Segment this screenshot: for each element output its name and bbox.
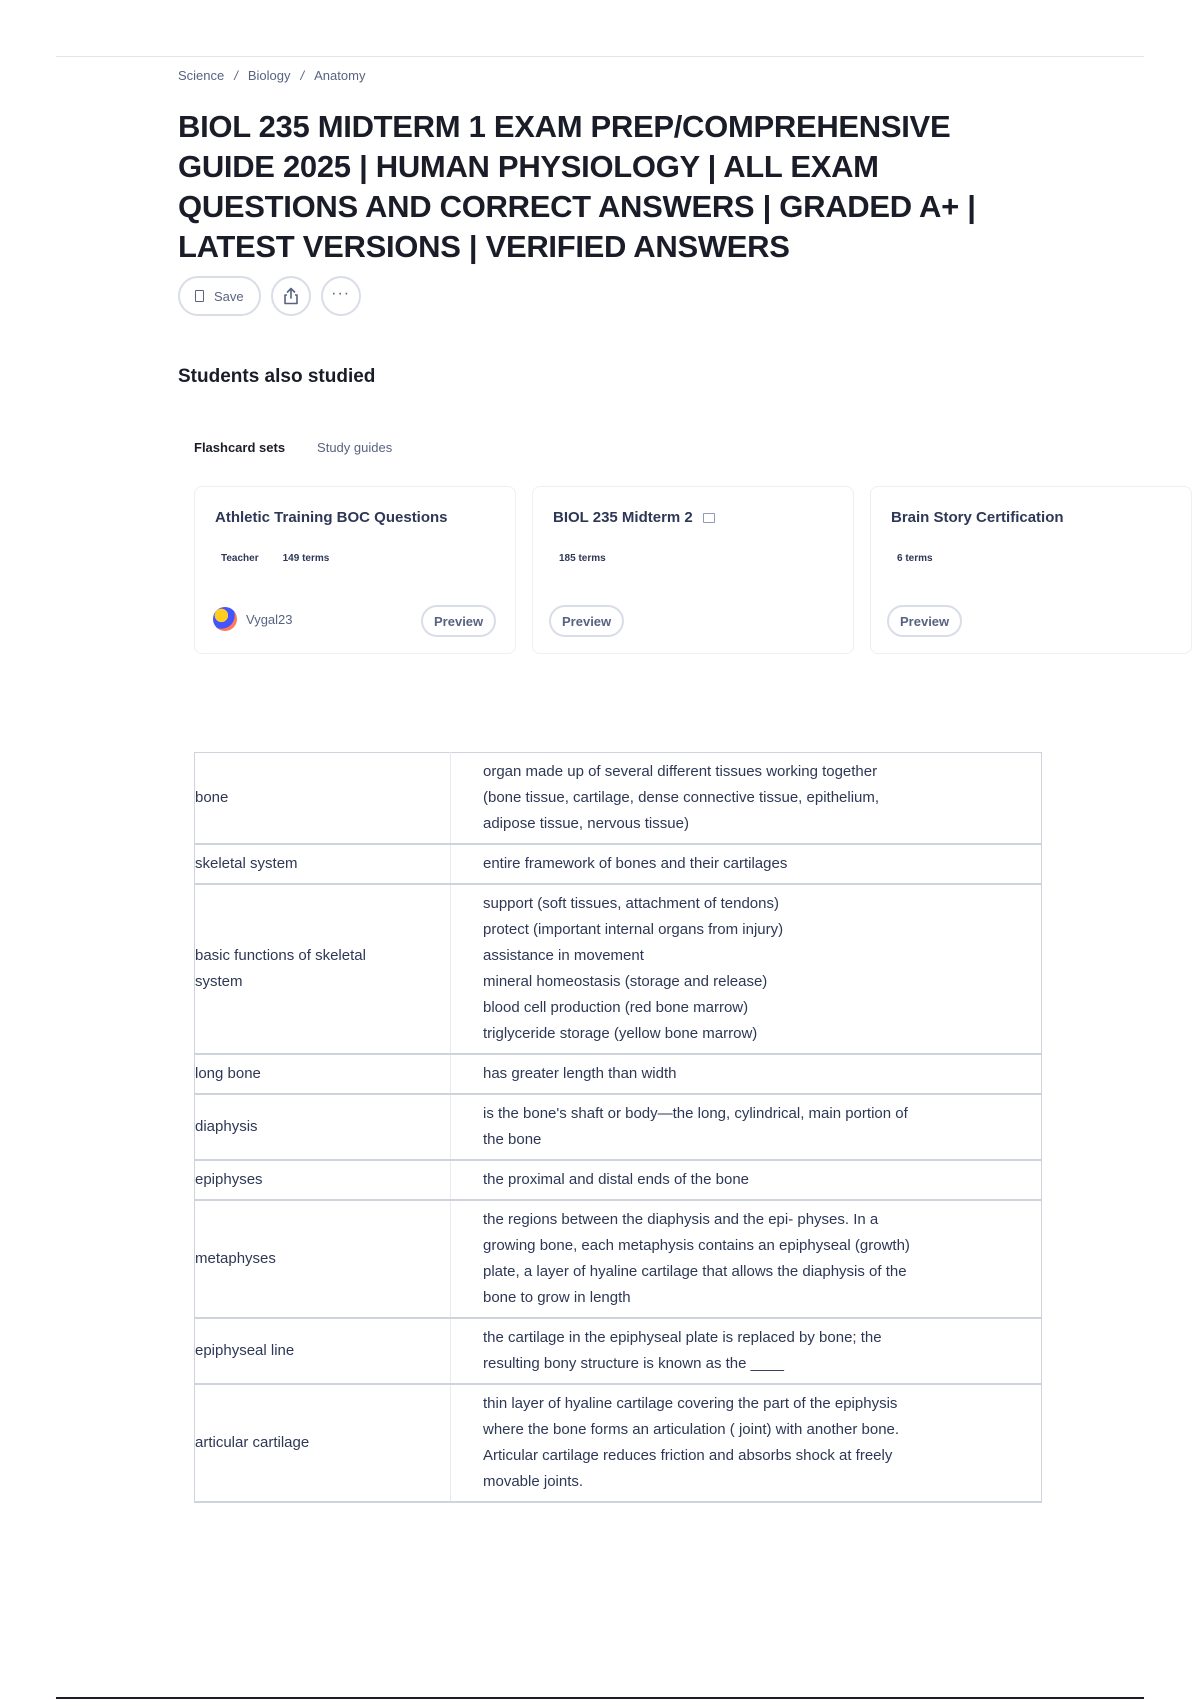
tab-study-guides[interactable]: Study guides xyxy=(317,440,393,455)
term-text: basic functions of skeletal xyxy=(195,947,366,964)
more-icon: ··· xyxy=(331,285,351,302)
definition-cell xyxy=(451,1094,1042,1160)
term-count: 6 terms xyxy=(897,553,933,564)
definition-text: mineral homeostasis (storage and release) xyxy=(483,973,768,990)
preview-button[interactable]: Preview xyxy=(887,605,962,637)
term-cell xyxy=(195,1160,451,1200)
term-cell xyxy=(195,1200,451,1318)
table-row xyxy=(195,844,1042,884)
term-text: articular cartilage xyxy=(195,1434,310,1451)
definition-text: the cartilage in the epiphyseal plate is replaced by bone; the xyxy=(483,1329,882,1346)
definition-text: blood cell production (red bone marrow) xyxy=(483,999,749,1016)
definition-cell xyxy=(451,844,1042,884)
term-cell xyxy=(195,1054,451,1094)
tab-bar xyxy=(194,440,392,455)
term-text: epiphyses xyxy=(195,1171,263,1188)
definition-text: resulting bony structure is known as the ____ xyxy=(483,1355,785,1372)
table-row xyxy=(195,1054,1042,1094)
definition-text: plate, a layer of hyaline cartilage that allows the diaphysis of the xyxy=(483,1263,907,1280)
breadcrumb-separator: / xyxy=(300,68,305,83)
card-meta xyxy=(897,553,933,564)
card-title xyxy=(553,509,715,526)
teacher-badge: Teacher xyxy=(221,553,259,564)
definition-text: Articular cartilage reduces friction and absorbs shock at freely xyxy=(483,1447,893,1464)
card-title xyxy=(891,509,1064,526)
section-heading: Students also studied xyxy=(178,366,376,387)
card-title-text: BIOL 235 Midterm 2 xyxy=(553,509,693,526)
study-cards-carousel xyxy=(194,486,1064,656)
definition-text: has greater length than width xyxy=(483,1065,677,1082)
definition-text: entire framework of bones and their cartilages xyxy=(483,855,788,872)
action-bar xyxy=(178,276,361,316)
share-icon xyxy=(283,287,299,305)
document-icon xyxy=(703,513,715,523)
tab-flashcard-sets[interactable]: Flashcard sets xyxy=(194,440,286,455)
definition-text: triglyceride storage (yellow bone marrow) xyxy=(483,1025,758,1042)
table-row xyxy=(195,1160,1042,1200)
definition-text: support (soft tissues, attachment of tendons) xyxy=(483,895,779,912)
author-name: Vygal23 xyxy=(246,611,293,627)
term-text: epiphyseal line xyxy=(195,1342,295,1359)
definition-text: organ made up of several different tissues working together xyxy=(483,763,878,780)
table-row xyxy=(195,1094,1042,1160)
term-text: metaphyses xyxy=(195,1250,276,1267)
bookmark-icon xyxy=(195,290,204,302)
definition-cell xyxy=(451,1160,1042,1200)
term-cell xyxy=(195,884,451,1054)
definition-text: the regions between the diaphysis and the epi- physes. In a xyxy=(483,1211,879,1228)
breadcrumb-biology[interactable]: Biology xyxy=(247,68,291,83)
term-cell xyxy=(195,1318,451,1384)
study-card[interactable] xyxy=(870,486,1192,654)
card-meta xyxy=(221,553,329,564)
definition-cell xyxy=(451,1200,1042,1318)
definition-text: where the bone forms an articulation ( joint) with another bone. xyxy=(483,1421,900,1438)
table-row xyxy=(195,1384,1042,1502)
save-button[interactable] xyxy=(178,276,261,316)
card-author[interactable] xyxy=(213,607,293,631)
term-count: 185 terms xyxy=(559,553,606,564)
table-row xyxy=(195,1200,1042,1318)
avatar xyxy=(213,607,237,631)
definition-cell xyxy=(451,884,1042,1054)
term-text: bone xyxy=(195,789,229,806)
definition-text: adipose tissue, nervous tissue) xyxy=(483,815,689,832)
definition-text: assistance in movement xyxy=(483,947,644,964)
definition-text: thin layer of hyaline cartilage covering the part of the epiphysis xyxy=(483,1395,898,1412)
preview-button[interactable]: Preview xyxy=(421,605,496,637)
definition-text: movable joints. xyxy=(483,1473,584,1490)
term-text: system xyxy=(195,973,243,990)
breadcrumb xyxy=(178,68,365,83)
term-cell xyxy=(195,1384,451,1502)
definition-cell xyxy=(451,1318,1042,1384)
page-title: BIOL 235 MIDTERM 1 EXAM PREP/COMPREHENSIVE GUIDE 2025 | HUMAN PHYSIOLOGY | ALL EXAM QUESTIONS AND CORRECT ANSWERS | GRADED A+ | LATEST VERSIONS | VERIFIED ANSWERS xyxy=(178,109,976,264)
card-title-text: Brain Story Certification xyxy=(891,509,1064,526)
share-button[interactable] xyxy=(271,276,311,316)
table-row xyxy=(195,884,1042,1054)
table-row xyxy=(195,753,1042,845)
more-options-button[interactable] xyxy=(321,276,361,316)
preview-button[interactable]: Preview xyxy=(549,605,624,637)
term-cell xyxy=(195,753,451,845)
definition-text: protect (important internal organs from injury) xyxy=(483,921,784,938)
card-title xyxy=(215,509,448,526)
definition-text: growing bone, each metaphysis contains an epiphyseal (growth) xyxy=(483,1237,910,1254)
table-row xyxy=(195,1318,1042,1384)
breadcrumb-separator: / xyxy=(234,68,238,83)
definition-text: the proximal and distal ends of the bone xyxy=(483,1171,750,1188)
breadcrumb-anatomy[interactable]: Anatomy xyxy=(314,68,366,83)
definition-text: is the bone's shaft or body—the long, cylindrical, main portion of xyxy=(483,1105,908,1122)
term-text: skeletal system xyxy=(195,855,298,872)
definition-text: the bone xyxy=(483,1131,542,1148)
term-cell xyxy=(195,1094,451,1160)
definition-text: (bone tissue, cartilage, dense connective tissue, epithelium, xyxy=(483,789,880,806)
definition-cell xyxy=(451,1054,1042,1094)
term-text: long bone xyxy=(195,1065,261,1082)
top-divider xyxy=(56,56,1144,57)
definition-cell xyxy=(451,1384,1042,1502)
bottom-divider xyxy=(56,1697,1144,1699)
term-count: 149 terms xyxy=(282,553,330,564)
save-label: Save xyxy=(214,288,244,304)
definition-text: bone to grow in length xyxy=(483,1289,631,1306)
study-card[interactable] xyxy=(194,486,516,654)
card-meta xyxy=(559,553,606,564)
breadcrumb-science[interactable]: Science xyxy=(178,68,225,83)
card-title-text: Athletic Training BOC Questions xyxy=(215,509,448,526)
terms-table xyxy=(194,752,1042,1503)
term-cell xyxy=(195,844,451,884)
term-text: diaphysis xyxy=(195,1118,258,1135)
study-card[interactable] xyxy=(532,486,854,654)
definition-cell xyxy=(451,753,1042,845)
